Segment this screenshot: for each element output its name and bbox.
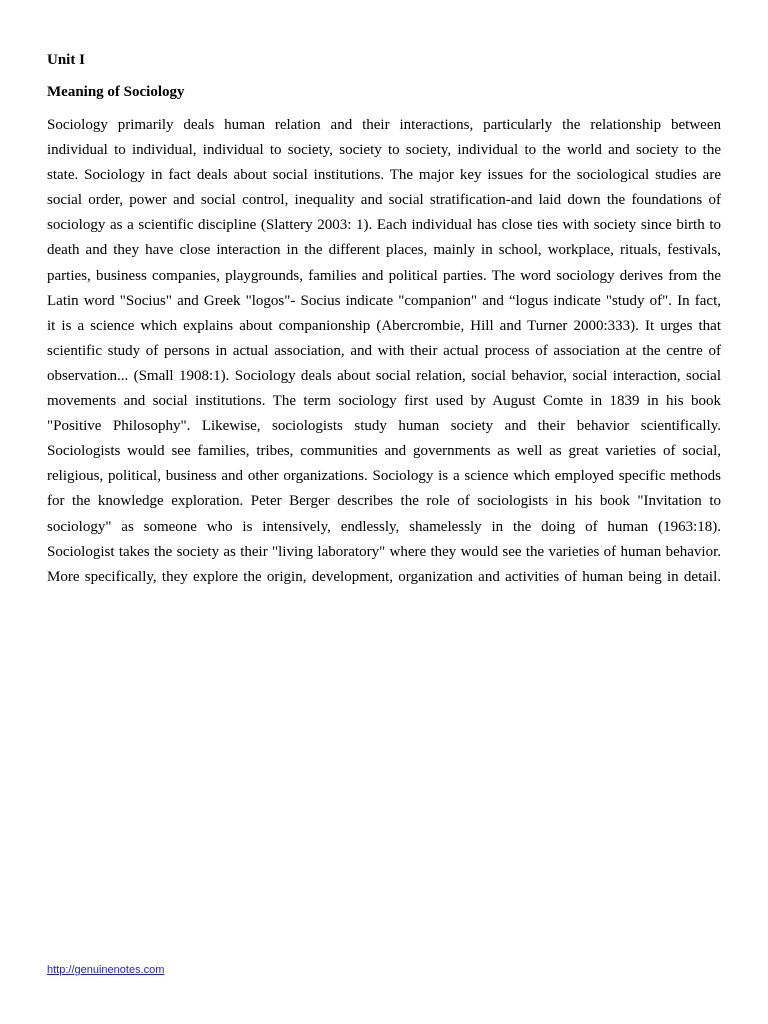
paragraph-line-11: observation... (Small 1908:1). Sociology deals about social relation, social behavior, social interaction, social	[47, 367, 721, 384]
paragraph-line-9: it is a science which explains about companionship (Abercrombie, Hill and Turner 2000:333). It urges that	[47, 317, 721, 334]
paragraph-line-8: Latin word "Socius" and Greek "logos"- Socius indicate "companion" and “logus indicate "study of". In fact,	[47, 292, 721, 309]
section-heading: Meaning of Sociology	[47, 84, 185, 100]
unit-heading: Unit I	[47, 52, 85, 68]
paragraph-line-3: state. Sociology in fact deals about social institutions. The major key issues for the sociological studies are	[47, 167, 721, 184]
paragraph-line-4: social order, power and social control, inequality and social stratification-and laid down the foundations of	[47, 192, 721, 209]
paragraph-line-2: individual to individual, individual to society, society to society, individual to the world and society to the	[47, 142, 721, 159]
paragraph-line-5: sociology as a scientific discipline (Slattery 2003: 1). Each individual has close ties with society since birth to	[47, 217, 721, 234]
paragraph-line-12: movements and social institutions. The term sociology first used by August Comte in 1839 in his book	[47, 393, 721, 410]
paragraph-line-7: parties, business companies, playgrounds, families and political parties. The word sociology derives from the	[47, 267, 721, 284]
paragraph-line-18: Sociologist takes the society as their "living laboratory" where they would see the varieties of human behavior.	[47, 543, 721, 560]
paragraph-line-10: scientific study of persons in actual association, and with their actual process of association at the centre of	[47, 342, 721, 359]
paragraph-line-14: Sociologists would see families, tribes, communities and governments as well as great varieties of social,	[47, 443, 721, 460]
paragraph-line-15: religious, political, business and other organizations. Sociology is a science which employed specific methods	[47, 468, 721, 485]
paragraph-line-16: for the knowledge exploration. Peter Berger describes the role of sociologists in his book "Invitation to	[47, 493, 721, 510]
paragraph-line-1: Sociology primarily deals human relation and their interactions, particularly the relationship between	[47, 117, 721, 133]
footer-website-link[interactable]: http://genuinenotes.com	[47, 964, 165, 976]
body-paragraph	[47, 113, 721, 590]
paragraph-line-19: More specifically, they explore the origin, development, organization and activities of human being in detail.	[47, 568, 721, 585]
paragraph-line-6: death and they have close interaction in the different places, mainly in school, workplace, rituals, festivals,	[47, 242, 721, 259]
paragraph-line-13: "Positive Philosophy". Likewise, sociologists study human society and their behavior scientifically.	[47, 418, 721, 435]
paragraph-line-17: sociology" as someone who is intensively, endlessly, shamelessly in the doing of human (1963:18).	[47, 518, 721, 535]
